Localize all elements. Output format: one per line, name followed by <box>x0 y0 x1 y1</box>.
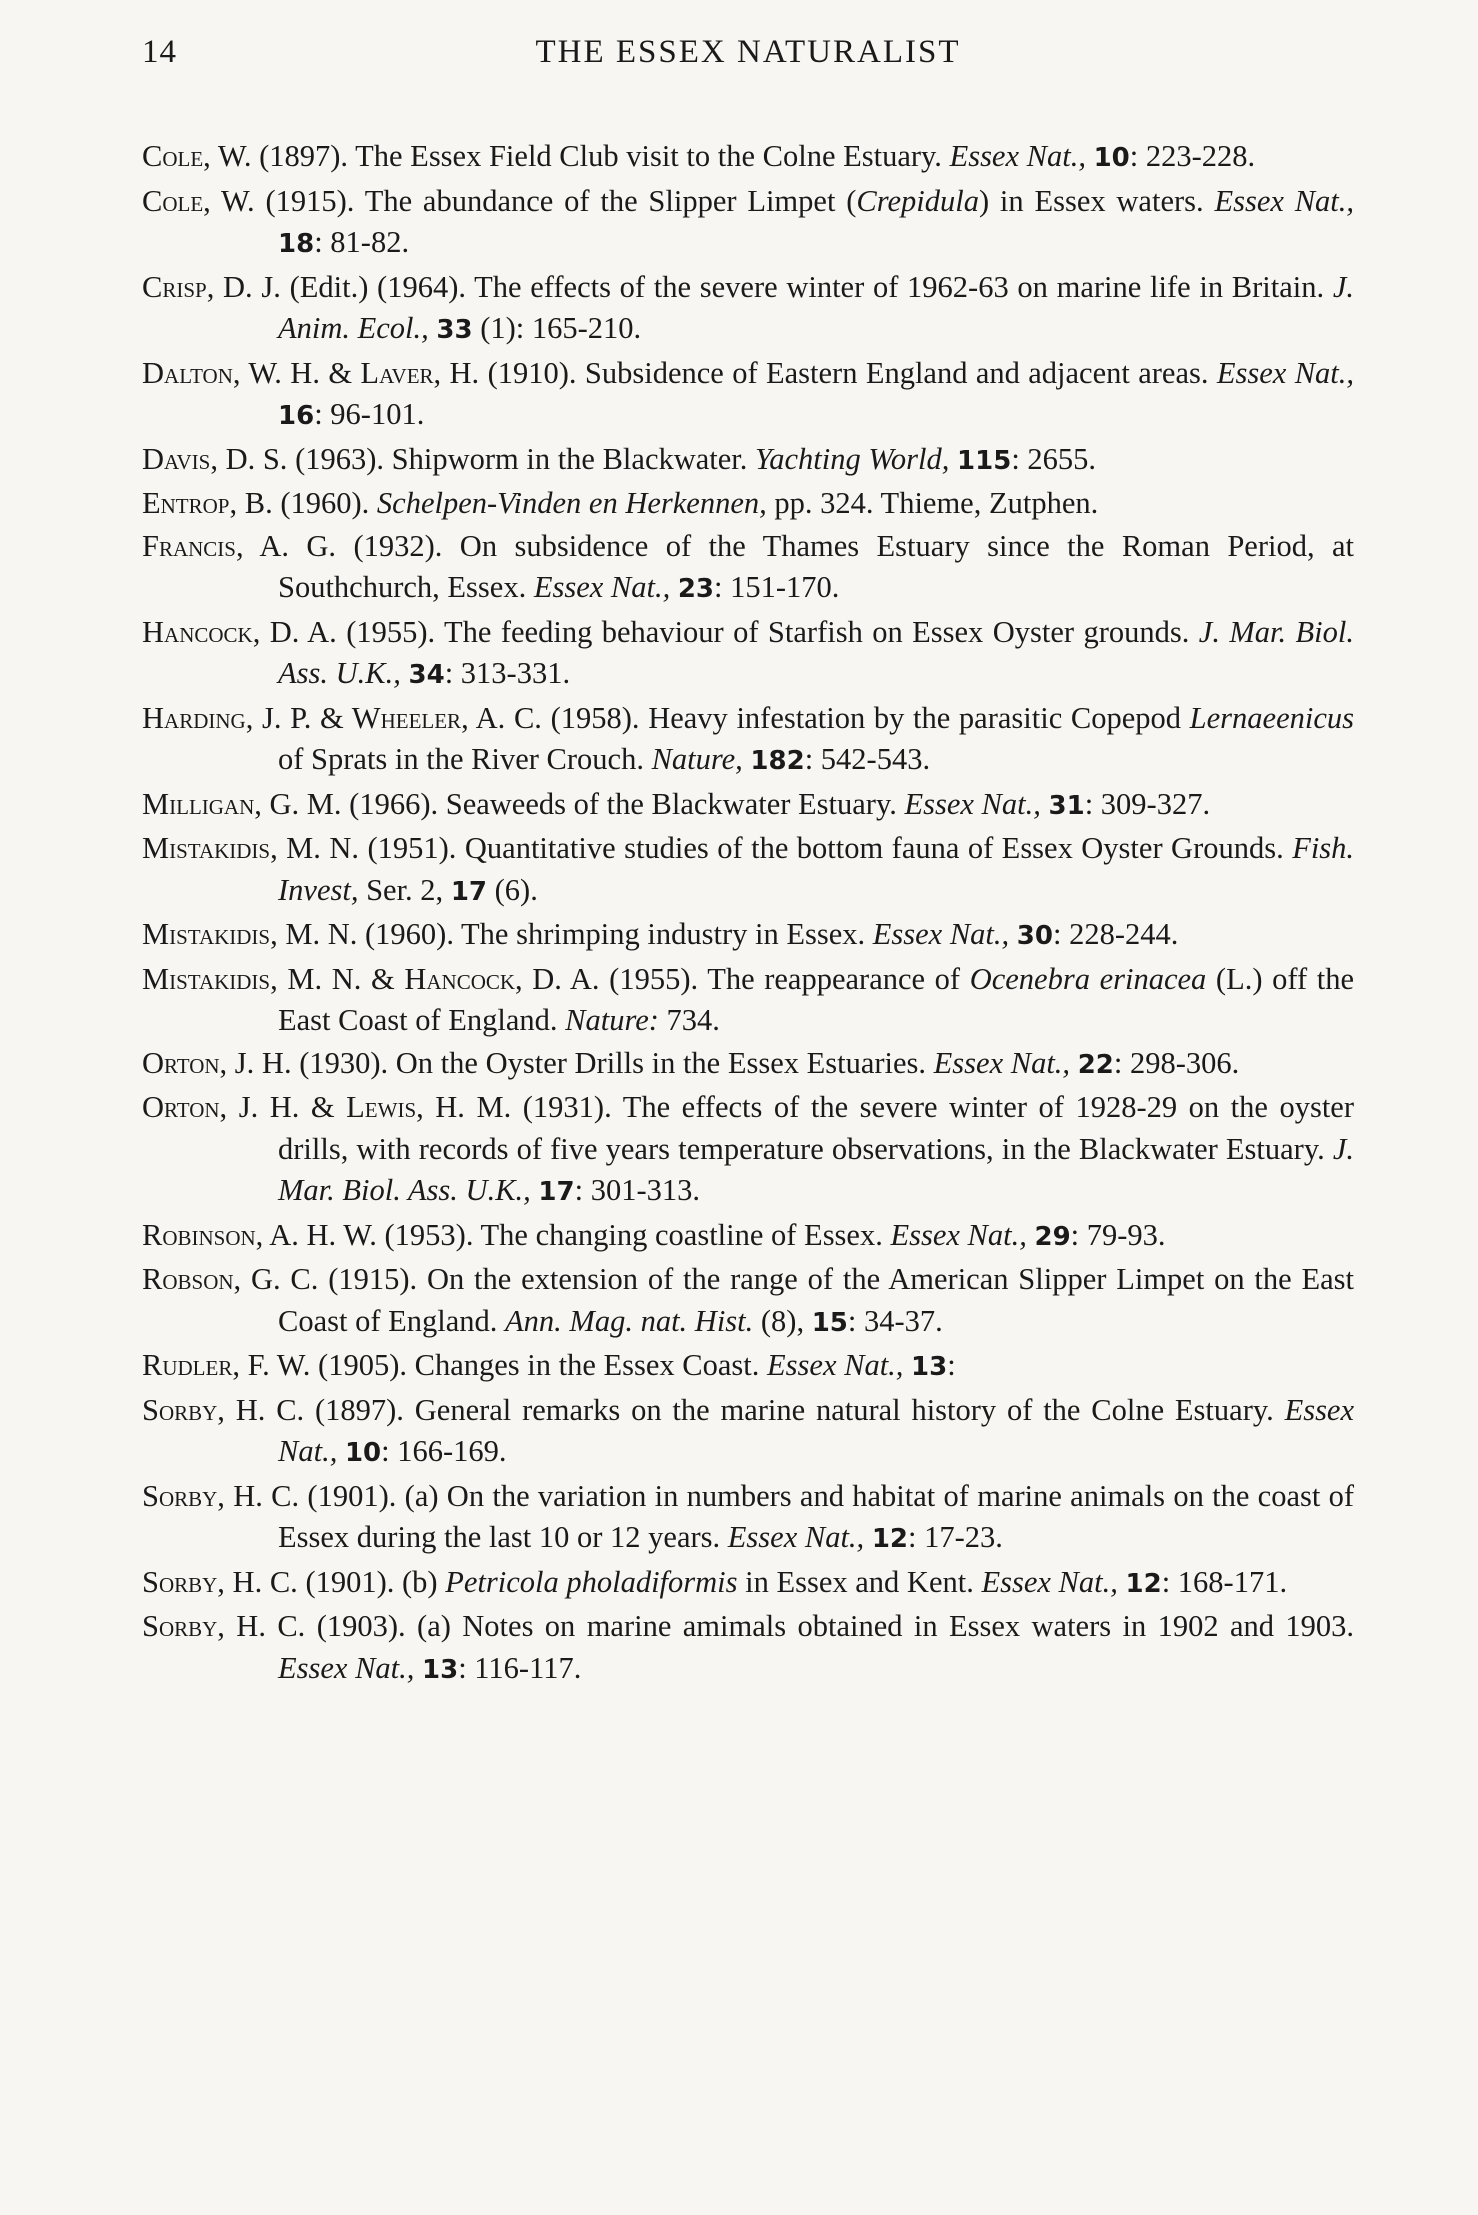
reference-title: (b) <box>402 1564 446 1599</box>
reference-entry <box>142 1345 1354 1389</box>
reference-year: (1960). <box>280 486 370 520</box>
reference-year: (1930). <box>299 1045 389 1080</box>
reference-author: Mistakidis, M. N. <box>142 917 358 951</box>
reference-year: (1910). <box>487 355 577 390</box>
reference-pages: (1): 165-210. <box>472 311 642 345</box>
reference-year: (1955). <box>346 614 436 649</box>
reference-title-end: of Sprats in the River Crouch. <box>278 742 644 776</box>
reference-journal: Essex Nat., <box>278 1650 415 1685</box>
reference-year: (1966). <box>349 786 439 821</box>
reference-author: Sorby, H. C. <box>142 1392 305 1427</box>
reference-entry <box>142 1259 1354 1344</box>
reference-title: The feeding behaviour of Starfish on Essex Oyster grounds. <box>444 614 1190 649</box>
reference-pages: : 298-306. <box>1113 1045 1240 1080</box>
reference-volume: 17 <box>538 1177 575 1207</box>
reference-entry <box>142 959 1354 1042</box>
reference-volume: 16 <box>278 401 315 431</box>
reference-journal: Essex Nat., <box>933 1045 1071 1080</box>
reference-title-italic: Petricola pholadiformis <box>445 1564 738 1599</box>
reference-author: Orton, J. H. & Lewis, H. M. <box>142 1090 512 1124</box>
reference-pages: 734. <box>658 1003 720 1037</box>
reference-entry <box>142 612 1354 697</box>
reference-title: On subsidence of the Thames Estuary since the Roman Period, at Southchurch, Essex. <box>278 528 1355 604</box>
reference-entry <box>142 698 1354 783</box>
reference-year: (1915). <box>265 183 355 218</box>
reference-pages: : 309-327. <box>1084 786 1211 821</box>
reference-entry <box>142 439 1354 483</box>
reference-title-end: ) in Essex waters. <box>978 183 1204 218</box>
reference-title: The changing coastline of Essex. <box>480 1217 883 1252</box>
reference-volume: 18 <box>278 229 315 259</box>
reference-series: Ser. 2, <box>358 872 451 907</box>
reference-entry <box>142 828 1354 913</box>
reference-journal: J. Anim. Ecol., <box>278 269 1354 345</box>
reference-pages: : 223-228. <box>1129 139 1256 173</box>
reference-pages: : 313-331. <box>444 656 571 690</box>
reference-journal: Essex Nat., <box>1216 355 1355 390</box>
reference-author: Harding, J. P. & Wheeler, A. C. <box>142 700 542 735</box>
reference-author: Dalton, W. H. & Laver, H. <box>142 355 480 390</box>
reference-title: (a) On the variation in numbers and habitat of marine animals on the coast of Essex during the last 10 or 12 years. <box>278 1478 1355 1554</box>
reference-journal: Essex Nat., <box>278 1392 1355 1468</box>
reference-pages: : 17-23. <box>908 1520 1003 1554</box>
reference-year: (1951). <box>367 831 457 865</box>
reference-pages: : 301-313. <box>574 1173 700 1207</box>
reference-journal: Ann. Mag. nat. Hist. <box>505 1303 754 1338</box>
reference-author: Crisp, D. J. <box>142 269 281 304</box>
reference-journal: J. Mar. Biol. Ass. U.K., <box>278 1131 1355 1207</box>
reference-volume: 10 <box>1093 143 1130 173</box>
page-header <box>142 30 1354 80</box>
reference-year: (1905). <box>318 1348 407 1382</box>
reference-year: (1903). <box>316 1609 406 1643</box>
reference-pages: : 228-244. <box>1052 917 1179 951</box>
reference-volume: 10 <box>344 1438 382 1468</box>
reference-pages: : 96-101. <box>314 397 425 431</box>
reference-entry <box>142 914 1354 958</box>
reference-volume: 29 <box>1034 1221 1071 1252</box>
reference-year: (1915). <box>328 1262 418 1296</box>
reference-year: (Edit.) (1964). <box>289 269 466 304</box>
reference-entry <box>142 483 1354 525</box>
reference-title-italic: Lernaeenicus <box>1189 700 1354 735</box>
reference-entry <box>142 353 1354 438</box>
reference-year: (1960). <box>365 917 454 951</box>
reference-year: (1953). <box>384 1217 474 1252</box>
reference-author: Sorby, H. C. <box>142 1478 300 1513</box>
reference-year: (1931). <box>522 1090 612 1124</box>
reference-pages: : 2655. <box>1011 441 1097 476</box>
reference-author: Cole, W. <box>142 139 252 173</box>
reference-volume: 17 <box>450 876 487 907</box>
reference-journal: Essex Nat., <box>727 1520 865 1554</box>
reference-volume: 12 <box>871 1524 908 1554</box>
reference-title: On the Oyster Drills in the Essex Estuaries. <box>395 1045 927 1080</box>
reference-title-end: (L.) off the East Coast of England. <box>278 961 1355 1037</box>
reference-volume: 22 <box>1077 1049 1114 1080</box>
reference-title-italic: Ocenebra erinacea <box>969 961 1207 996</box>
reference-volume: 13 <box>422 1654 459 1685</box>
reference-entry <box>142 784 1354 828</box>
reference-pages: (6). <box>487 872 538 907</box>
reference-author: Entrop, B. <box>142 486 273 520</box>
reference-year: (1963). <box>295 441 385 476</box>
reference-journal: Nature: <box>565 1003 659 1037</box>
reference-year: (1932). <box>353 528 443 563</box>
reference-title: General remarks on the marine natural history of the Colne Estuary. <box>414 1392 1274 1427</box>
reference-entry <box>142 136 1354 180</box>
reference-volume: 31 <box>1048 790 1085 821</box>
reference-volume: 15 <box>811 1307 848 1338</box>
reference-volume: 13 <box>911 1352 948 1382</box>
reference-series: (8), <box>753 1303 812 1338</box>
reference-title: The shrimping industry in Essex. <box>461 917 866 951</box>
reference-pages: : 116-117. <box>458 1650 582 1685</box>
reference-entry <box>142 1043 1354 1087</box>
reference-pages: : 79-93. <box>1070 1217 1166 1252</box>
reference-title: Heavy infestation by the parasitic Copepod <box>648 700 1190 735</box>
reference-volume: 23 <box>677 574 715 604</box>
reference-pages: : 81-82. <box>314 225 410 259</box>
reference-entry <box>142 181 1354 266</box>
reference-title-italic: Crepidula <box>856 183 979 218</box>
reference-journal: Essex Nat., <box>872 917 1010 951</box>
reference-volume: 30 <box>1016 921 1053 951</box>
reference-journal: J. Mar. Biol. Ass. U.K., <box>278 614 1355 690</box>
reference-author: Sorby, H. C. <box>142 1564 298 1599</box>
reference-entry <box>142 1390 1354 1475</box>
reference-title: The Essex Field Club visit to the Colne Estuary. <box>355 139 942 173</box>
reference-year: (1897). <box>314 1392 404 1427</box>
reference-journal: Essex Nat., <box>533 570 671 604</box>
reference-author: Cole, W. <box>142 183 255 218</box>
reference-entry <box>142 1562 1354 1606</box>
reference-pages: : 34-37. <box>847 1303 943 1338</box>
reference-author: Orton, J. H. <box>142 1045 292 1080</box>
reference-title: (a) Notes on marine amimals obtained in Essex waters in 1902 and 1903. <box>417 1609 1355 1643</box>
reference-year: (1901). <box>305 1564 395 1599</box>
reference-title: Subsidence of Eastern England and adjacent areas. <box>584 355 1209 390</box>
reference-author: Davis, D. S. <box>142 441 288 476</box>
reference-entry <box>142 1087 1354 1214</box>
reference-author: Rudler, F. W. <box>142 1348 311 1382</box>
reference-year: (1958). <box>550 700 640 735</box>
reference-journal: Essex Nat., <box>904 786 1041 821</box>
reference-journal: Fish. Invest, <box>278 831 1355 907</box>
reference-author: Mistakidis, M. N. <box>142 831 360 865</box>
reference-author: Mistakidis, M. N. & Hancock, D. A. <box>142 961 600 996</box>
reference-journal: Essex Nat., <box>767 1348 904 1382</box>
reference-entry <box>142 267 1354 352</box>
reference-title: The reappearance of <box>707 961 970 996</box>
reference-title-italic: Schelpen-Vinden en Herkennen, <box>376 486 767 520</box>
reference-volume: 34 <box>408 660 445 690</box>
reference-entry <box>142 526 1354 611</box>
reference-volume: 12 <box>1125 1568 1162 1599</box>
reference-title: The abundance of the Slipper Limpet ( <box>364 183 857 218</box>
reference-author: Robinson, A. H. W. <box>142 1217 377 1252</box>
reference-title: On the extension of the range of the American Slipper Limpet on the East Coast of England. <box>278 1262 1354 1338</box>
reference-title: Changes in the Essex Coast. <box>414 1348 760 1382</box>
reference-title-end: in Essex and Kent. <box>737 1564 974 1599</box>
reference-pages: : 168-171. <box>1161 1564 1288 1599</box>
reference-author: Robson, G. C. <box>142 1262 319 1296</box>
reference-entry <box>142 1215 1354 1259</box>
running-title: THE ESSEX NATURALIST <box>535 34 961 70</box>
reference-pages: : 542-543. <box>804 742 931 776</box>
reference-journal: Essex Nat., <box>981 1564 1118 1599</box>
reference-journal: Nature, <box>651 742 743 776</box>
reference-year: (1897). <box>259 139 349 173</box>
page <box>142 30 1354 1691</box>
reference-pages: : 166-169. <box>381 1434 507 1468</box>
reference-journal: Essex Nat., <box>1214 183 1355 218</box>
reference-journal: Yachting World, <box>755 441 950 476</box>
reference-year: (1901). <box>307 1478 397 1513</box>
reference-author: Francis, A. G. <box>142 528 337 563</box>
reference-title: Seaweeds of the Blackwater Estuary. <box>445 786 897 821</box>
reference-volume: 33 <box>436 315 473 345</box>
reference-volume: 115 <box>957 445 1012 476</box>
reference-journal: Essex Nat., <box>890 1217 1027 1252</box>
reference-list <box>142 136 1354 1691</box>
reference-year: (1955). <box>609 961 699 996</box>
reference-pages: : 151-170. <box>714 570 840 604</box>
reference-title: The effects of the severe winter of 1962-63 on marine life in Britain. <box>474 269 1325 304</box>
reference-title: Quantitative studies of the bottom fauna of Essex Oyster Grounds. <box>464 831 1284 865</box>
reference-entry <box>142 1606 1354 1691</box>
reference-volume: 182 <box>750 746 805 776</box>
reference-author: Milligan, G. M. <box>142 786 342 821</box>
reference-title-end: pp. 324. Thieme, Zutphen. <box>766 486 1099 520</box>
reference-author: Hancock, D. A. <box>142 614 337 649</box>
reference-pages: : <box>947 1348 956 1382</box>
reference-entry <box>142 1476 1354 1561</box>
reference-author: Sorby, H. C. <box>142 1609 306 1643</box>
page-number: 14 <box>142 34 177 70</box>
reference-journal: Essex Nat., <box>949 139 1086 173</box>
reference-title: The effects of the severe winter of 1928-29 on the oyster drills, with records of five years temperature observations, in the Blackwater Estuary. <box>278 1090 1354 1166</box>
reference-title: Shipworm in the Blackwater. <box>391 441 748 476</box>
